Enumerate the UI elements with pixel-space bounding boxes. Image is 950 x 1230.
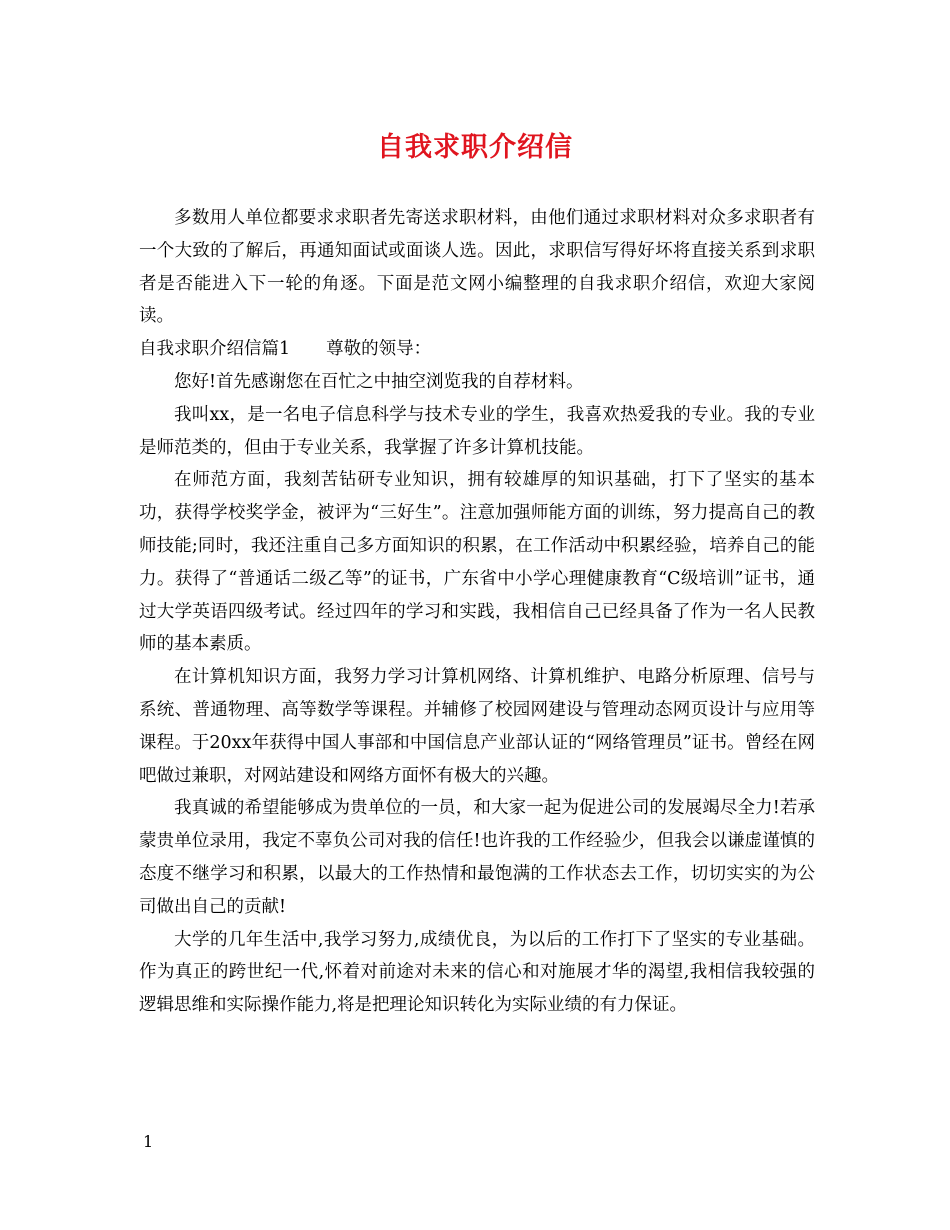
section-heading-line [139, 333, 815, 366]
body-paragraph: 在计算机知识方面，我努力学习计算机网络、计算机维护、电路分析原理、信号与系统、普通物理、高等数学等课程。并辅修了校园网建设与管理动态网页设计与应用等课程。于20xx年获得中国人事部和中国信息产业部认证的“网络管理员”证书。曾经在网吧做过兼职，对网站建设和网络方面怀有极大的兴趣。 [139, 667, 815, 786]
body-paragraph: 我真诚的希望能够成为贵单位的一员，和大家一起为促进公司的发展竭尽全力!若承蒙贵单位录用，我定不辜负公司对我的信任!也许我的工作经验少，但我会以谦虚谨慎的态度不继学习和积累，以最大的工作热情和最饱满的工作状态去工作，切切实实的为公司做出自己的贡献! [139, 798, 815, 917]
salutation: 尊敬的领导： [326, 339, 432, 360]
intro-paragraph: 多数用人单位都要求求职者先寄送求职材料，由他们通过求职材料对众多求职者有一个大致的了解后，再通知面试或面谈人选。因此，求职信写得好坏将直接关系到求职者是否能进入下一轮的角逐。下面是范文网小编整理的自我求职介绍信，欢迎大家阅读。 [139, 208, 815, 327]
body-paragraph: 我叫xx，是一名电子信息科学与技术专业的学生，我喜欢热爱我的专业。我的专业是师范类的，但由于专业关系，我掌握了许多计算机技能。 [139, 404, 815, 458]
body-paragraph: 您好!首先感谢您在百忙之中抽空浏览我的自荐材料。 [174, 371, 584, 392]
document-title: 自我求职介绍信 [377, 132, 573, 163]
section-label: 自我求职介绍信篇1 [139, 339, 291, 360]
page-number: 1 [143, 1132, 154, 1151]
document-body [139, 202, 815, 1022]
body-paragraph: 在师范方面，我刻苦钻研专业知识，拥有较雄厚的知识基础，打下了坚实的基本功，获得学校奖学金，被评为“三好生”。注意加强师能方面的训练，努力提高自己的教师技能;同时，我还注重自己多方面知识的积累，在工作活动中积累经验，培养自己的能力。获得了“普通话二级乙等”的证书，广东省中小学心理健康教育“C级培训”证书，通过大学英语四级考试。经过四年的学习和实践，我相信自己已经具备了作为一名人民教师的基本素质。 [139, 470, 815, 655]
body-paragraph: 大学的几年生活中,我学习努力,成绩优良，为以后的工作打下了坚实的专业基础。作为真正的跨世纪一代,怀着对前途对未来的信心和对施展才华的渴望,我相信我较强的逻辑思维和实际操作能力,将是把理论知识转化为实际业绩的有力保证。 [139, 929, 815, 1016]
